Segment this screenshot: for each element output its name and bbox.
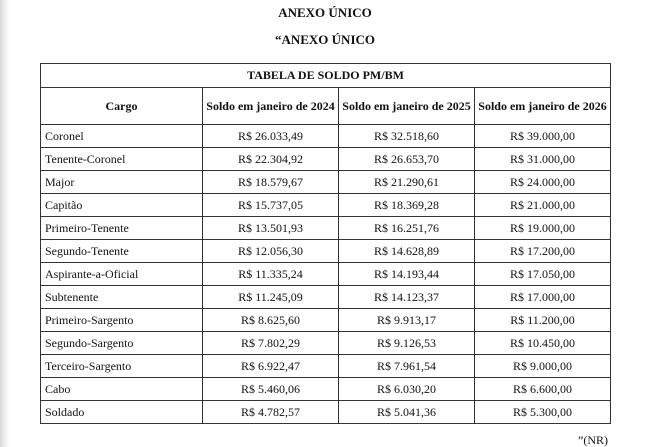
- cell-soldo-2026: R$ 11.200,00: [475, 309, 611, 332]
- cell-soldo-2025: R$ 21.290,61: [339, 171, 475, 194]
- cell-soldo-2025: R$ 26.653,70: [339, 148, 475, 171]
- cell-cargo: Capitão: [41, 194, 203, 217]
- cell-soldo-2026: R$ 39.000,00: [475, 125, 611, 148]
- cell-soldo-2026: R$ 21.000,00: [475, 194, 611, 217]
- table-row: [41, 309, 611, 332]
- column-header-cargo: Cargo: [41, 88, 203, 125]
- cell-soldo-2025: R$ 5.041,36: [339, 401, 475, 424]
- cell-soldo-2024: R$ 6.922,47: [203, 355, 339, 378]
- cell-soldo-2026: R$ 17.000,00: [475, 286, 611, 309]
- cell-soldo-2024: R$ 13.501,93: [203, 217, 339, 240]
- cell-soldo-2024: R$ 18.579,67: [203, 171, 339, 194]
- cell-soldo-2024: R$ 11.245,09: [203, 286, 339, 309]
- page-edge-shadow: [0, 0, 10, 447]
- table-row: [41, 332, 611, 355]
- cell-soldo-2026: R$ 9.000,00: [475, 355, 611, 378]
- cell-cargo: Cabo: [41, 378, 203, 401]
- cell-cargo: Coronel: [41, 125, 203, 148]
- cell-cargo: Segundo-Tenente: [41, 240, 203, 263]
- salary-table: [40, 63, 611, 424]
- cell-cargo: Primeiro-Tenente: [41, 217, 203, 240]
- table-row: [41, 217, 611, 240]
- cell-soldo-2026: R$ 19.000,00: [475, 217, 611, 240]
- cell-cargo: Aspirante-a-Oficial: [41, 263, 203, 286]
- table-header-row: [41, 88, 611, 125]
- table-row: [41, 355, 611, 378]
- column-header-2024: Soldo em janeiro de 2024: [203, 88, 339, 125]
- cell-cargo: Segundo-Sargento: [41, 332, 203, 355]
- cell-soldo-2026: R$ 10.450,00: [475, 332, 611, 355]
- footer-note: ”(NR): [578, 433, 608, 447]
- cell-soldo-2024: R$ 4.782,57: [203, 401, 339, 424]
- cell-soldo-2025: R$ 9.126,53: [339, 332, 475, 355]
- document-title: ANEXO ÚNICO: [278, 5, 372, 20]
- cell-soldo-2025: R$ 6.030,20: [339, 378, 475, 401]
- table-row: [41, 194, 611, 217]
- cell-soldo-2024: R$ 7.802,29: [203, 332, 339, 355]
- cell-soldo-2026: R$ 5.300,00: [475, 401, 611, 424]
- annex-title: “ANEXO ÚNICO: [274, 32, 376, 47]
- table-caption: TABELA DE SOLDO PM/BM: [41, 64, 611, 88]
- cell-soldo-2024: R$ 15.737,05: [203, 194, 339, 217]
- cell-cargo: Subtenente: [41, 286, 203, 309]
- cell-soldo-2025: R$ 32.518,60: [339, 125, 475, 148]
- table-row: [41, 148, 611, 171]
- cell-soldo-2025: R$ 14.628,89: [339, 240, 475, 263]
- table-row: [41, 378, 611, 401]
- cell-soldo-2024: R$ 5.460,06: [203, 378, 339, 401]
- cell-soldo-2024: R$ 11.335,24: [203, 263, 339, 286]
- column-header-2025: Soldo em janeiro de 2025: [339, 88, 475, 125]
- cell-cargo: Terceiro-Sargento: [41, 355, 203, 378]
- table-row: [41, 125, 611, 148]
- cell-soldo-2024: R$ 22.304,92: [203, 148, 339, 171]
- cell-soldo-2025: R$ 7.961,54: [339, 355, 475, 378]
- cell-soldo-2026: R$ 17.200,00: [475, 240, 611, 263]
- cell-soldo-2026: R$ 24.000,00: [475, 171, 611, 194]
- table-row: [41, 286, 611, 309]
- table-caption-row: [41, 64, 611, 88]
- cell-soldo-2026: R$ 31.000,00: [475, 148, 611, 171]
- cell-soldo-2026: R$ 6.600,00: [475, 378, 611, 401]
- column-header-2026: Soldo em janeiro de 2026: [475, 88, 611, 125]
- table-row: [41, 171, 611, 194]
- cell-soldo-2024: R$ 12.056,30: [203, 240, 339, 263]
- cell-soldo-2025: R$ 9.913,17: [339, 309, 475, 332]
- cell-cargo: Soldado: [41, 401, 203, 424]
- cell-soldo-2025: R$ 18.369,28: [339, 194, 475, 217]
- cell-soldo-2024: R$ 8.625,60: [203, 309, 339, 332]
- cell-soldo-2025: R$ 14.193,44: [339, 263, 475, 286]
- table-row: [41, 263, 611, 286]
- table-body: [41, 125, 611, 424]
- cell-cargo: Primeiro-Sargento: [41, 309, 203, 332]
- table-row: [41, 240, 611, 263]
- cell-soldo-2025: R$ 14.123,37: [339, 286, 475, 309]
- cell-soldo-2025: R$ 16.251,76: [339, 217, 475, 240]
- table-row: [41, 401, 611, 424]
- cell-soldo-2026: R$ 17.050,00: [475, 263, 611, 286]
- cell-cargo: Tenente-Coronel: [41, 148, 203, 171]
- cell-cargo: Major: [41, 171, 203, 194]
- cell-soldo-2024: R$ 26.033,49: [203, 125, 339, 148]
